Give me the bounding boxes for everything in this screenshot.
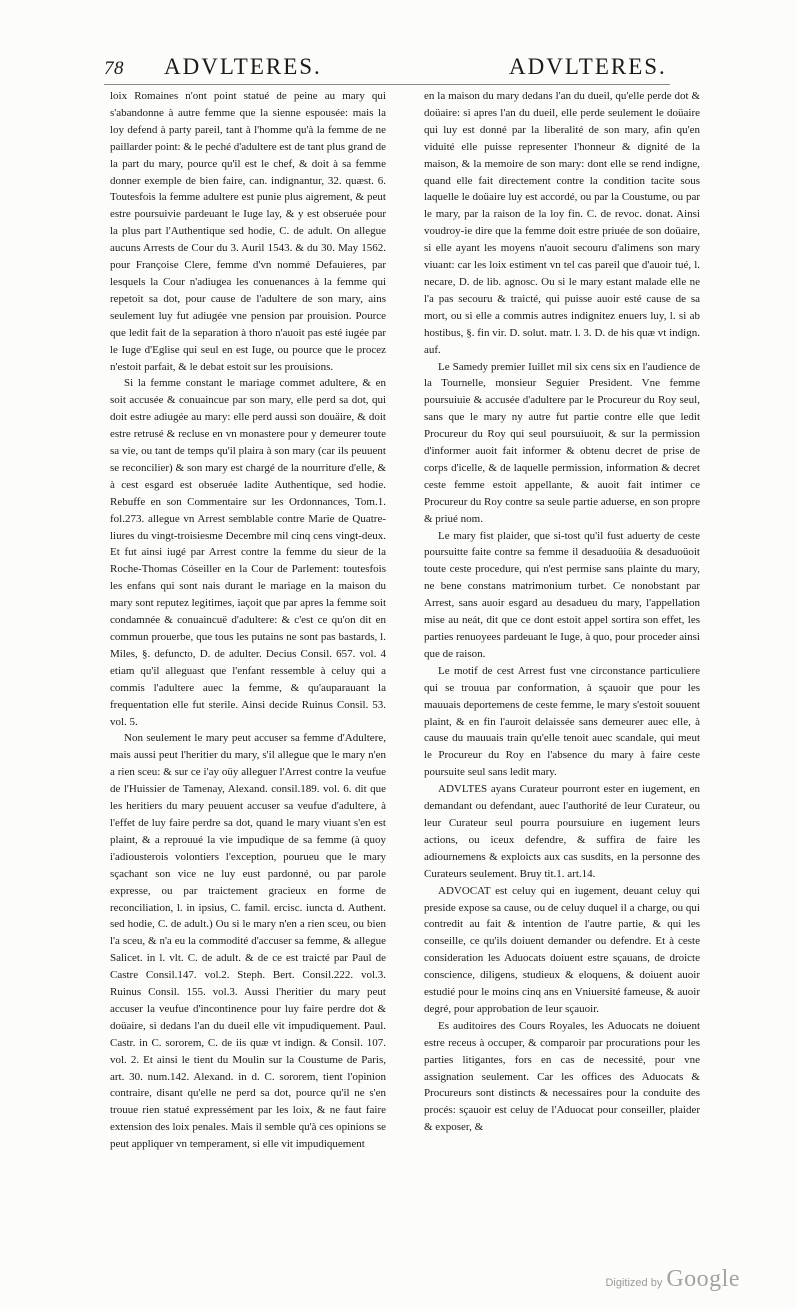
paragraph: Le motif de cest Arrest fust vne circonstance particuliere qui se trouua par conformation, à sçauoir que pour les mauuais deportemens de ceste femme, le mary s'estoit souuent plaint, & en fin l'auroit delaissée sans demeurer auec elle, à cause du mauuais train qu'elle tenoit auec scandale, qui meut le Procureur du Roy en l'absence du mary à faire ceste poursuite seul sans ledit mary. bbox=[424, 664, 700, 779]
left-column bbox=[110, 88, 386, 1260]
watermark-prefix: Digitized by bbox=[605, 1277, 663, 1289]
running-title-right: ADVLTERES. bbox=[509, 54, 667, 79]
digitized-by-google-watermark bbox=[605, 1266, 740, 1293]
right-column bbox=[424, 88, 700, 1260]
google-logo: Google bbox=[666, 1266, 740, 1292]
page-header bbox=[104, 52, 670, 86]
paragraph: Non seulement le mary peut accuser sa femme d'Adultere, mais aussi peut l'heritier du mary, s'il allegue que le mary n'en a rien sceu: & sur ce i'ay oüy alleguer l'Arrest contre la veufue de l'Huissier de Tamenay, Alexand. consil.189. vol. 6. dit que les heritiers du mary peuuent accuser sa veufue d'adultere, à l'effet de luy faire perdre sa dot, quand le mary viuant s'en est plaint, & a reprouué la vie impudique de sa femme (à quoy i'adiousterois volontiers l'exception, pourueu que le mary sçachant son vice ne luy eust pardonné, ou par parole expresse, ou par traictement gracieux en forme de reconciliation, l. in ipsius, C. famil. ercisc. iuncta d. Authent. sed hodie, C. de adult.) Ou si le mary n'en a rien sceu, ou bien l'a sceu, & n'a eu la commodité d'accuser sa femme, & allegue Salicet. in l. vlt. C. de adult. & de ce est traicté par Paul de Castre Consil.147. vol.2. Steph. Bert. Consil.222. vol.3. Ruinus Consil. 155. vol.3. Aussi l'heritier du mary peut accuser la veufue d'incontinence pour luy faire perdre dot & doüaire, si dedans l'an du dueil elle vit impudiquement. Paul. Castr. in C. sororem, C. de iis quæ vt indign. & Consil. 107. vol. 2. Et ainsi le tient du Moulin sur la Coustume de Paris, art. 30. num.142. Alexand. in d. C. sororem, tient l'opinion contraire, disant qu'elle ne perd sa dot, pource qu'il ne s'en trouue rien statué expressément par les loix, & ne faut faire extension des loix penales. Mais il semble qu'à ces opinions se peut appliquer vn temperament, si elle vit impudiquement bbox=[110, 732, 386, 1151]
paragraph: loix Romaines n'ont point statué de peine au mary qui s'abandonne à autre femme que la sienne espousée: mais la loy defend à party pareil, tant à l'homme qu'à la femme de ne paillarder point: & le peché d'adultere est de tant plus grand de la part du mary, pource qu'il est le chef, & doit à sa femme donner exemple de bien faire, can. indignantur, 32. quæst. 6. Toutesfois la femme adultere est punie plus aigrement, & peut estre poursuivie pardeuant le Iuge lay, & y est obseruée pour la plus part l'Authentique sed hodie, C. de adult. On allegue aucuns Arrests de Cour du 3. Auril 1543. & du 30. May 1562. pour Françoise Clere, femme d'vn nommé Defauieres, par lesquels la Cour n'adiugea les conuenances à la femme qui repetoit sa dot, pour cause de l'adultere de son mary, ains seulement luy fut adiugée vne pension par prouision. Pource que ledit fait de la separation à thoro n'auoit pas esté iugée par le Iuge d'Eglise qui seul en est Iuge, ou pource que le procez n'estoit parfait, & le debat estoit sur les prouisions. bbox=[110, 90, 386, 373]
header-rule bbox=[104, 84, 670, 85]
paragraph: Es auditoires des Cours Royales, les Aduocats ne doiuent estre receus à occuper, & comparoir par procurations pour les parties litigantes, fors en cas de necessité, pour vne assignation seulement. Car les offices des Aduocats & Procureurs sont distincts & necessaires pour la conduite des procés: sçauoir est celuy de l'Aduocat pour conseiller, plaider & exposer, & bbox=[424, 1019, 700, 1134]
running-title-left: ADVLTERES. bbox=[164, 54, 322, 79]
page-number: 78 bbox=[104, 58, 124, 79]
paragraph: ADVOCAT est celuy qui en iugement, deuant celuy qui preside expose sa cause, ou de celuy duquel il a charge, ou qui contredit au fait & intention de l'autre partie, & qui les conseille, ce qu'ils doiuent demander ou defendre. Et à ceste consideration les Aduocats doiuent estre sçauans, de droicte conscience, diligens, studieux & eloquens, & doiuent auoir estudié pour le moins cinq ans en Vniuersité fameuse, & auoir degré, pour approbation de leur sçauoir. bbox=[424, 884, 700, 1015]
paragraph: ADVLTES ayans Curateur pourront ester en iugement, en demandant ou defendant, auec l'authorité de leur Curateur, ou leur Curateur seul pourra poursuiure en iugement leurs actions, ou iceux defendre, & suffira de faire les adiournemens & exploicts aux cas susdits, en la personne des Curateurs seulement. Bruy tit.1. art.14. bbox=[424, 783, 700, 880]
paragraph: Le Samedy premier Iuillet mil six cens six en l'audience de la Tournelle, monsieur Seguier President. Vne femme poursuiuie & accusée d'adultere par le Procureur du Roy seul, sans que le mary ny autre fut partie contre elle que ledit Procureur du Roy qui seul poursuiuoit, & sur la permission d'informer auoit fait informer & obtenu decret de prise de corps d'icelle, & de laquelle permission, information & decret ceste femme estoit appellante, & auoit fait intimer ce Procureur du Roy contre sa seule partie aduerse, en son propre & priué nom. bbox=[424, 360, 700, 525]
paragraph: en la maison du mary dedans l'an du dueil, qu'elle perde dot & doüaire: si apres l'an du dueil, elle perde seulement le doüaire qui luy est donné par la liberalité de son mary, afin qu'en viduité elle puisse representer l'honneur & dignité de la maison, & la memoire de son mary: dont elle se rend indigne, quand elle fait directement contre la condition tacite sous laquelle le doüaire luy est accordé, ou par la Coustume, ou par le mary, par la raison de la loy fin. C. de revoc. donat. Ainsi voudroy-ie dire que la femme doit estre priuée de son doüaire, si elle ayant les moyens n'auoit secouru d'alimens son mary viuant: car les loix estiment vn tel cas pareil que d'auoir tué, l. necare, D. de lib. agnosc. Ou si le mary estant malade elle ne l'a pas secouru & traicté, qui puisse auoir esté cause de sa mort, ou si elle a commis autres indignitez enuers luy, l. si ab hostibus, §. fin vir. D. solut. matr. l. 3. D. de his quæ vt indign. auf. bbox=[424, 90, 700, 356]
paragraph: Si la femme constant le mariage commet adultere, & en soit accusée & conuaincue par son mary, elle perd sa dot, qui doit estre adiugée au mary: elle perd aussi son douäire, & doit estre retrusé & recluse en vn monastere pour y demeurer toute sa vie, ou tant de temps qu'il plaira à son mary (car ils peuuent se reconcilier) & son mary est chargé de la nourriture d'elle, & à cest esgard est obseruée ladite Authentique, sed hodie. Rebuffe en son Commentaire sur les Ordonnances, Tom.1. fol.273. allegue vn Arrest semblable contre Marie de Quatre-liures du vingt-troisiesme Decembre mil cinq cens vingt-deux. Et fut ainsi iugé par Arrest contre la femme du sieur de la Roche-Thomas Cóseiller en la Cour de Parlement: toutesfois les enfans qui sont nais durant le mariage en la maison du mary sont reputez legitimes, iaçoit que par apres la femme soit condamnée & conuaincuë d'adultere: & c'est ce qu'on dit en commun prouerbe, que tous les putains ne sont pas bastards, l. Miles, §. defuncto, D. de adulter. Decius Consil. 657. vol. 4 etiam qu'il alleguast que l'enfant ressemble à celuy qui a commis l'adultere auec la femme, & qu'auparauant la frequentation elle fut sterile. Ainsi decide Ruinus Consil. 53. vol. 5. bbox=[110, 377, 386, 728]
paragraph: Le mary fist plaider, que si-tost qu'il fust aduerty de ceste poursuitte faite contre sa femme il desaduoüia & desaduoüoit toute ceste procedure, qui n'est permise sans plainte du mary, ne bene constans matrimonium turbet. Ce nonobstant par Arrest, sans auoir esgard au desaduеu du mary, l'appellation mise au neát, dit que ce dont estoit appel sortira son effet, les parties renuoyees pardeuant le Iuge, à quo, pour proceder ainsi que de raison. bbox=[424, 529, 700, 660]
